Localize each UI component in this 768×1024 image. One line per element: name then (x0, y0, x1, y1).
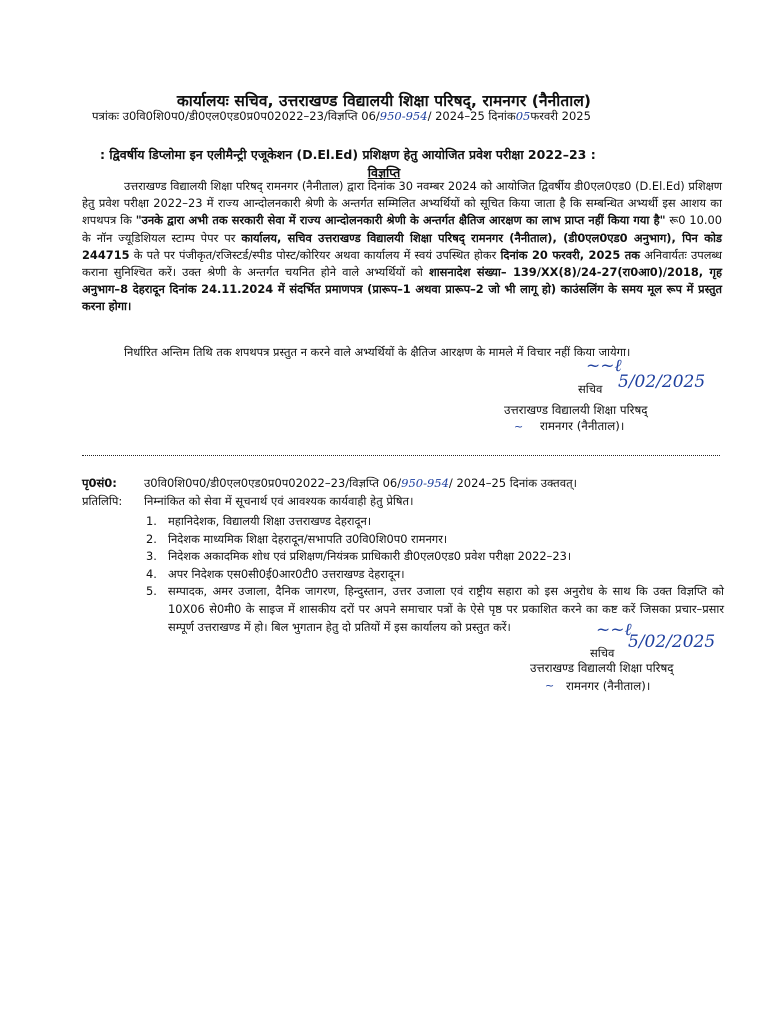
signature-office-line1: उत्तराखण्ड विद्यालयी शिक्षा परिषद् (530, 661, 674, 675)
notice-body-paragraph (82, 178, 722, 316)
notice-body-paragraph-2 (82, 344, 722, 361)
body-bold-address: कार्यालय, सचिव उत्तराखण्ड विद्यालयी शिक्षा परिषद् रामनगर (नैनीताल), (डी0एल0एड0 अनुभाग), पिन कोड 244715 (82, 230, 722, 262)
reference-handwritten-date: 05 (515, 109, 531, 123)
list-text: निदेशक माध्यमिक शिक्षा देहरादून/सभापति उ0वि0शि0प0 रामनगर। (168, 531, 448, 546)
body-text: के पते पर पंजीकृत/रजिस्टर्ड/स्पीड पोस्ट/कोरियर अथवा कार्यालय में स्वयं उपस्थित होकर (129, 247, 501, 262)
endorsement-ref-suffix: / 2024–25 दिनांक उक्तवत्। (448, 476, 578, 490)
list-number: 2. (146, 531, 157, 546)
initial-mark: ~ (514, 420, 524, 433)
reference-line (92, 109, 712, 124)
body-bold-quote: "उनके द्वारा अभी तक सरकारी सेवा में राज्य आन्दोलनकारी श्रेणी के अन्तर्गत क्षैतिज आरक्षण का लाभ प्राप्त नहीं किया गया है" (135, 213, 666, 228)
office-title: कार्यालयः सचिव, उत्तराखण्ड विद्यालयी शिक्षा परिषद्, रामनगर (नैनीताल) (176, 92, 592, 110)
endorsement-ref-prefix: उ0वि0शि0प0/डी0एल0एड0प्र0प02022–23/विज्ञप्ति 06/ (144, 476, 402, 490)
body-text: अनिवार्यतः उपलब्ध कराना सुनिश्चित करें। उक्त श्रेणी के अन्तर्गत चयनित होने वाले अभ्यर्थियों को (82, 247, 722, 280)
reference-suffix: फरवरी 2025 (530, 109, 591, 123)
list-text: अपर निदेशक एस0सी0ई0आर0टी0 उत्तराखण्ड देहरादून। (168, 566, 405, 581)
signature-office-line1: उत्तराखण्ड विद्यालयी शिक्षा परिषद् (504, 403, 648, 417)
section-divider (82, 455, 720, 456)
initial-mark: ~ (545, 679, 555, 692)
list-number: 1. (146, 514, 157, 528)
endorsement-label: पृ0सं0: (82, 476, 117, 490)
body-text: उत्तराखण्ड विद्यालयी शिक्षा परिषद् रामनगर (नैनीताल) द्वारा दिनांक 30 नवम्बर 2024 को आयोजित द्विवर्षीय डी0एल0एड0 (D.El.Ed) प्रशिक्षण हेतु प्रवेश परीक्षा 2022–23 में राज्य आन्दोलनकारी श्रेणी के अन्तर्गत सम्मिलित अभ्यर्थियों को सूचित किया जाता है कि सम्बन्धित अभ्यर्थी इस आशय का शपथपत्र कि (82, 179, 722, 228)
list-number: 4. (146, 566, 157, 581)
list-number: 5. (146, 584, 157, 599)
endorsement-reference (82, 476, 722, 491)
body-text: निर्धारित अन्तिम तिथि तक शपथपत्र प्रस्तुत न करने वाले अभ्यर्थियों के क्षैतिज आरक्षण के मामले में विचार नहीं किया जायेगा। (124, 345, 631, 359)
list-item (146, 548, 724, 566)
subject-line: : द्विवर्षीय डिप्लोमा इन एलीमैन्ट्री एजूकेशन (D.El.Ed) प्रशिक्षण हेतु आयोजित प्रवेश परीक्षा 2022–23 : (100, 147, 596, 162)
notice-heading: विज्ञप्ति (367, 165, 401, 180)
list-text: सम्पादक, अमर उजाला, दैनिक जागरण, हिन्दुस्तान, उत्तर उजाला एवं राष्ट्रीय सहारा को इस अनुरोध के साथ कि उक्त विज्ञप्ति को 10X06 से0मी0 के साइज में शासकीय दरों पर अपने समाचार पत्रों के ऐसे पृष्ठ पर प्रकाशित करने का कष्ट करें जिसका प्रचार–प्रसार सम्पूर्ण उत्तराखण्ड में हो। बिल भुगतान हेतु दो प्रतियों में इस कार्यालय को प्रस्तुत करें। (168, 584, 724, 634)
signature-scribble: ~~ℓ (596, 620, 632, 640)
copy-to-line (82, 494, 722, 509)
reference-mid: / 2024–25 दिनांक (427, 109, 516, 123)
recipient-list (146, 513, 724, 636)
reference-prefix: पत्रांकः उ0वि0शि0प0/डी0एल0एड0प्र0प02022–23/विज्ञप्ति 06/ (92, 109, 380, 123)
list-text: निदेशक अकादमिक शोध एवं प्रशिक्षण/नियंत्रक प्राधिकारी डी0एल0एड0 प्रवेश परीक्षा 2022–23। (168, 549, 572, 564)
copy-to-label: प्रतिलिपि: (82, 494, 123, 508)
body-text: रू0 10.00 के नॉन ज्यूडिशियल स्टाम्प पेपर पर (82, 213, 722, 245)
body-bold-order: शासनादेश संख्या– 139/XX(8)/24-27(रा0आ0)/2018, गृह अनुभाग–8 देहरादून दिनांक 24.11.2024 में संदर्भित प्रमाणपत्र (प्रारूप–1 अथवा प्रारूप–2 जो भी लागू हो) काउंसलिंग के समय मूल रूप में प्रस्तुत करना होगा। (82, 265, 722, 314)
list-text: महानिदेशक, विद्यालयी शिक्षा उत्तराखण्ड देहरादून। (168, 514, 372, 528)
list-number: 3. (146, 549, 157, 564)
endorsement-handwritten-number: 950-954 (401, 476, 449, 490)
signature-label: सचिव (590, 646, 615, 660)
list-item (146, 531, 724, 549)
list-item (146, 583, 724, 636)
reference-handwritten-number: 950-954 (379, 109, 428, 123)
signature-office-line2: रामनगर (नैनीताल)। (566, 679, 651, 693)
signature-handwritten-date: 5/02/2025 (618, 372, 706, 392)
copy-to-text: निम्नांकित को सेवा में सूचनार्थ एवं आवश्यक कार्यवाही हेतु प्रेषित। (144, 494, 414, 508)
signature-office-line2: रामनगर (नैनीताल)। (540, 419, 625, 433)
body-bold-deadline: दिनांक 20 फरवरी, 2025 तक (500, 247, 640, 262)
signature-handwritten-date: 5/02/2025 (628, 632, 716, 652)
signature-label: सचिव (578, 382, 603, 396)
signature-scribble: ~~ℓ (586, 356, 622, 376)
list-item (146, 513, 724, 531)
list-item (146, 566, 724, 584)
